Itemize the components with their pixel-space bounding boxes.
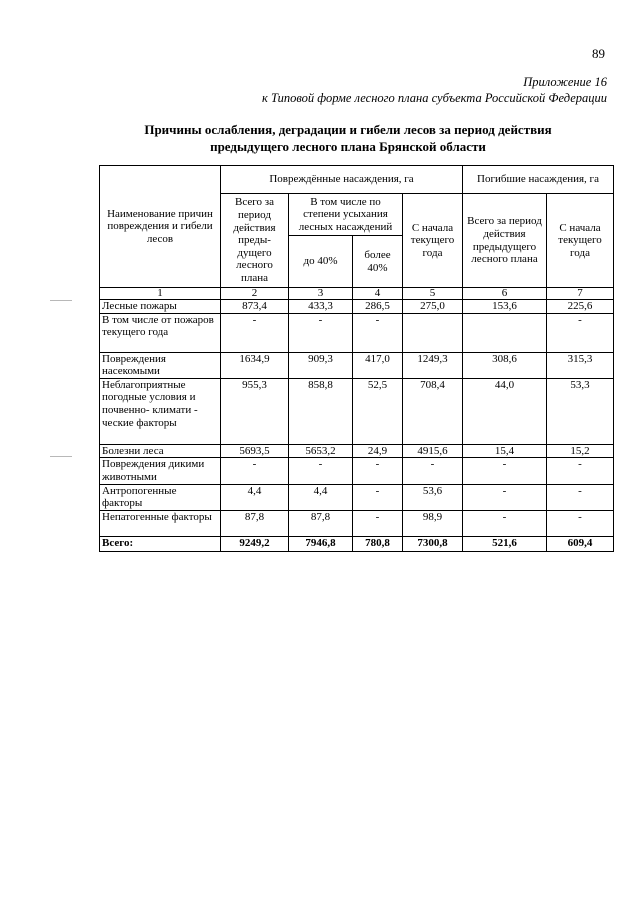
cell-value: -: [221, 313, 289, 352]
cell-value: 53,6: [403, 484, 463, 510]
cell-value: 275,0: [403, 300, 463, 314]
cell-value: 521,6: [463, 536, 547, 551]
appendix-note: [262, 74, 607, 106]
title-line-1: Причины ослабления, деградации и гибели лесов за период действия: [144, 122, 552, 137]
table-row: [100, 378, 614, 444]
row-label: Неблагоприятные погодные условия и почвенно- климати - ческие факторы: [100, 378, 221, 444]
table-row: [100, 352, 614, 378]
cell-value: 1634,9: [221, 352, 289, 378]
cell-value: 87,8: [289, 510, 353, 536]
column-number: 6: [463, 288, 547, 300]
cell-value: 780,8: [353, 536, 403, 551]
cell-value: 433,3: [289, 300, 353, 314]
cell-value: -: [463, 484, 547, 510]
cell-value: 4,4: [289, 484, 353, 510]
header-total-period: Всего за период действия преды-дущего лесного плана: [221, 194, 289, 288]
header-dead-since-year-start: С начала текущего года: [547, 194, 614, 288]
cell-value: 87,8: [221, 510, 289, 536]
column-number: 2: [221, 288, 289, 300]
cell-value: 44,0: [463, 378, 547, 444]
row-label: В том числе от пожаров текущего года: [100, 313, 221, 352]
header-name: Наименование причин повреждения и гибели лесов: [100, 166, 221, 288]
margin-mark: [50, 456, 72, 457]
cell-value: -: [353, 510, 403, 536]
cell-value: 15,4: [463, 444, 547, 458]
cell-value: -: [353, 484, 403, 510]
cell-value: 53,3: [547, 378, 614, 444]
row-label: Лесные пожары: [100, 300, 221, 314]
page-number: 89: [592, 46, 605, 61]
cell-value: 4,4: [221, 484, 289, 510]
cell-value: 153,6: [463, 300, 547, 314]
row-label: Непатогенные факторы: [100, 510, 221, 536]
table-row: [100, 536, 614, 551]
cell-value: 9249,2: [221, 536, 289, 551]
cell-value: -: [221, 458, 289, 484]
header-row-1: [100, 166, 614, 194]
cell-value: [403, 313, 463, 352]
cell-value: 1249,3: [403, 352, 463, 378]
row-label: Всего:: [100, 536, 221, 551]
cell-value: -: [463, 458, 547, 484]
damage-causes-table: [99, 165, 614, 552]
cell-value: 24,9: [353, 444, 403, 458]
cell-value: -: [547, 510, 614, 536]
header-up-to-40: до 40%: [289, 236, 353, 288]
cell-value: 52,5: [353, 378, 403, 444]
appendix-line-2: к Типовой форме лесного плана субъекта Российской Федерации: [262, 91, 607, 105]
cell-value: 708,4: [403, 378, 463, 444]
cell-value: 98,9: [403, 510, 463, 536]
cell-value: -: [547, 484, 614, 510]
row-label: Антропогенные факторы: [100, 484, 221, 510]
table-row: [100, 444, 614, 458]
table-row: [100, 458, 614, 484]
cell-value: 5693,5: [221, 444, 289, 458]
cell-value: 873,4: [221, 300, 289, 314]
header-damaged: Повреждённые насаждения, га: [221, 166, 463, 194]
cell-value: -: [547, 313, 614, 352]
header-since-year-start: С начала текущего года: [403, 194, 463, 288]
cell-value: 955,3: [221, 378, 289, 444]
title-line-2: предыдущего лесного плана Брянской области: [210, 139, 486, 154]
cell-value: -: [289, 458, 353, 484]
cell-value: 4915,6: [403, 444, 463, 458]
margin-mark: [50, 300, 72, 301]
cell-value: 225,6: [547, 300, 614, 314]
row-label: Болезни леса: [100, 444, 221, 458]
cell-value: 315,3: [547, 352, 614, 378]
column-number: 3: [289, 288, 353, 300]
cell-value: 609,4: [547, 536, 614, 551]
cell-value: 909,3: [289, 352, 353, 378]
table-row: [100, 510, 614, 536]
column-number: 5: [403, 288, 463, 300]
table-body: [100, 300, 614, 552]
table-row: [100, 300, 614, 314]
cell-value: 5653,2: [289, 444, 353, 458]
cell-value: [463, 313, 547, 352]
column-number-row: [100, 288, 614, 300]
cell-value: 308,6: [463, 352, 547, 378]
cell-value: 858,8: [289, 378, 353, 444]
column-number: 4: [353, 288, 403, 300]
row-label: Повреждения дикими животными: [100, 458, 221, 484]
cell-value: -: [353, 458, 403, 484]
table-row: [100, 484, 614, 510]
column-number: 7: [547, 288, 614, 300]
cell-value: -: [547, 458, 614, 484]
header-dead: Погибшие насаждения, га: [463, 166, 614, 194]
cell-value: -: [463, 510, 547, 536]
cell-value: 286,5: [353, 300, 403, 314]
header-incl-drying: В том числе по степени усыхания лесных насаждений: [289, 194, 403, 236]
cell-value: 15,2: [547, 444, 614, 458]
header-over-40: более 40%: [353, 236, 403, 288]
header-dead-total-period: Всего за период действия предыдущего лесного плана: [463, 194, 547, 288]
row-label: Повреждения насекомыми: [100, 352, 221, 378]
appendix-line-1: Приложение 16: [523, 75, 607, 89]
cell-value: 7300,8: [403, 536, 463, 551]
table-row: [100, 313, 614, 352]
cell-value: -: [289, 313, 353, 352]
cell-value: -: [353, 313, 403, 352]
cell-value: 417,0: [353, 352, 403, 378]
column-number: 1: [100, 288, 221, 300]
cell-value: -: [403, 458, 463, 484]
document-title: [98, 121, 598, 155]
cell-value: 7946,8: [289, 536, 353, 551]
